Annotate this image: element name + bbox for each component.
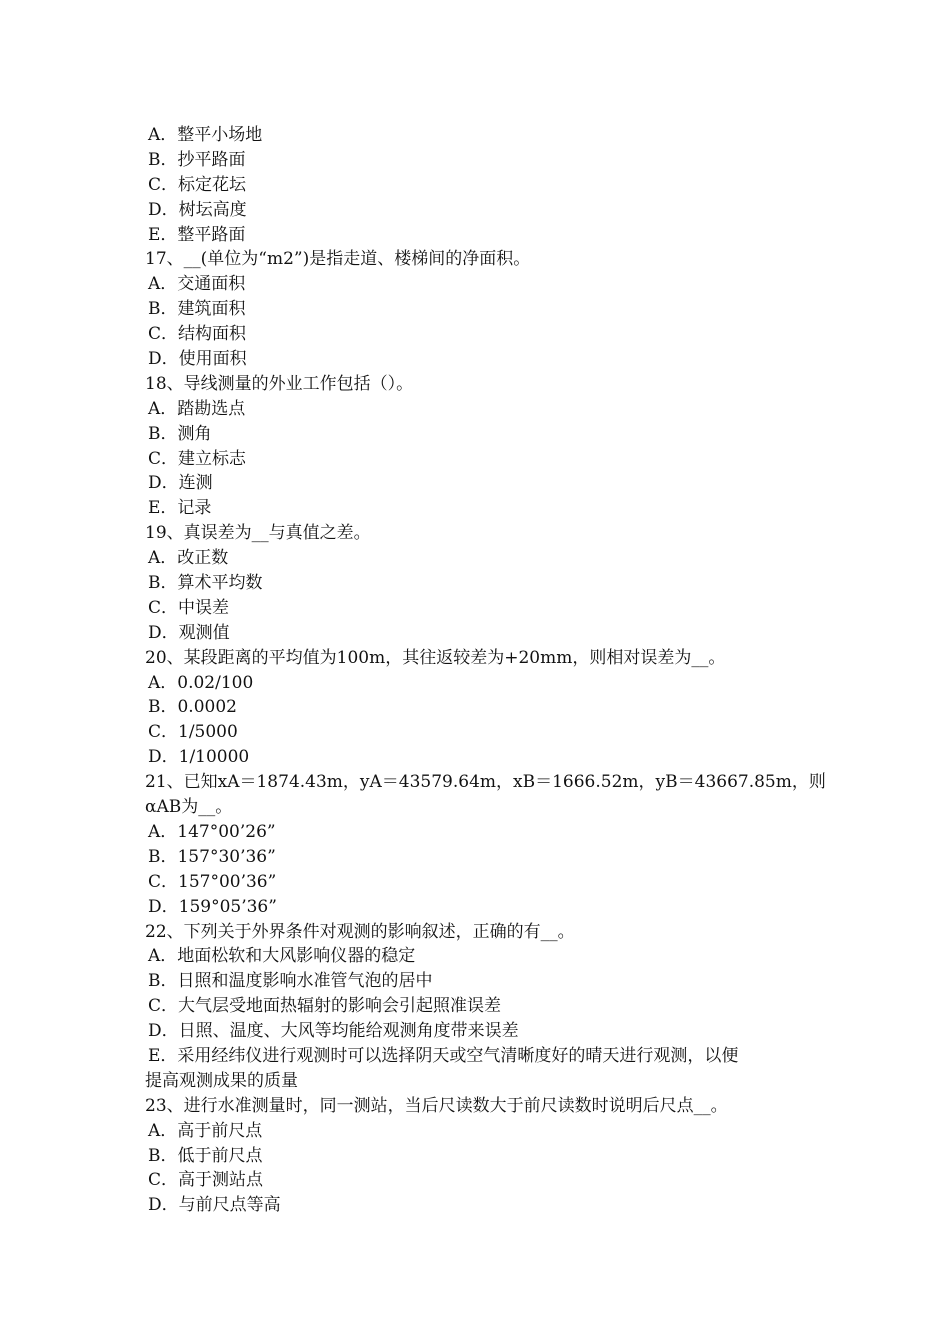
- answer-option: B．抄平路面: [148, 149, 246, 170]
- answer-option: D．与前尺点等高: [148, 1195, 281, 1216]
- question-text: 17、__(单位为“m2”)是指走道、楼梯间的净面积。: [145, 249, 531, 270]
- answer-option: E．整平路面: [148, 224, 246, 245]
- answer-option: B．建筑面积: [148, 299, 246, 320]
- answer-option: D．日照、温度、大风等均能给观测角度带来误差: [148, 1021, 519, 1042]
- answer-option: C．157°00’36”: [148, 871, 277, 892]
- answer-option: B．测角: [148, 423, 212, 444]
- answer-option: A．改正数: [148, 548, 229, 569]
- answer-option: A．交通面积: [148, 274, 246, 295]
- answer-option: C．1/5000: [148, 722, 238, 743]
- answer-option: D．159°05’36”: [148, 896, 277, 917]
- answer-option: C．标定花坛: [148, 174, 247, 195]
- answer-option: D．1/10000: [148, 747, 250, 768]
- answer-option: A．踏勘选点: [148, 398, 246, 419]
- answer-option: D．树坛高度: [148, 199, 247, 220]
- question-text: 18、导线测量的外业工作包括（）。: [145, 373, 414, 394]
- answer-option: C．大气层受地面热辐射的影响会引起照准误差: [148, 996, 502, 1017]
- answer-option: E．采用经纬仪进行观测时可以选择阴天或空气清晰度好的晴天进行观测，以便: [148, 1045, 739, 1066]
- answer-option: D．连测: [148, 473, 213, 494]
- question-text: αAB为__。: [145, 797, 233, 818]
- answer-option: A．高于前尺点: [148, 1120, 263, 1141]
- answer-option: C．中误差: [148, 597, 230, 618]
- answer-option: A．0.02/100: [148, 672, 254, 693]
- answer-option: B．低于前尺点: [148, 1145, 263, 1166]
- answer-option: C．结构面积: [148, 324, 247, 345]
- question-text: 21、已知xA＝1874.43m，yA＝43579.64m，xB＝1666.52m，yB＝43667.85m，则: [145, 772, 826, 793]
- document-body: [145, 123, 826, 1218]
- question-text: 23、进行水准测量时，同一测站，当后尺读数大于前尺读数时说明后尺点__。: [145, 1095, 728, 1116]
- question-text: 22、下列关于外界条件对观测的影响叙述，正确的有__。: [145, 921, 575, 942]
- answer-option: C．建立标志: [148, 448, 247, 469]
- answer-option: B．0.0002: [148, 697, 237, 718]
- answer-option: D．观测值: [148, 622, 230, 643]
- answer-option: B．157°30’36”: [148, 846, 276, 867]
- answer-option: B．算术平均数: [148, 573, 263, 594]
- answer-option: A．147°00’26”: [148, 821, 276, 842]
- question-text: 19、真误差为__与真值之差。: [145, 523, 371, 544]
- answer-option: A．整平小场地: [148, 125, 263, 145]
- answer-option: E．记录: [148, 498, 212, 519]
- answer-option: A．地面松软和大风影响仪器的稳定: [148, 946, 416, 967]
- answer-option: B．日照和温度影响水准管气泡的居中: [148, 971, 433, 992]
- answer-option: D．使用面积: [148, 349, 247, 370]
- question-text: 20、某段距离的平均值为100m，其往返较差为+20mm，则相对误差为__。: [145, 647, 726, 668]
- answer-option: C．高于测站点: [148, 1170, 264, 1191]
- question-text: 提高观测成果的质量: [145, 1070, 298, 1091]
